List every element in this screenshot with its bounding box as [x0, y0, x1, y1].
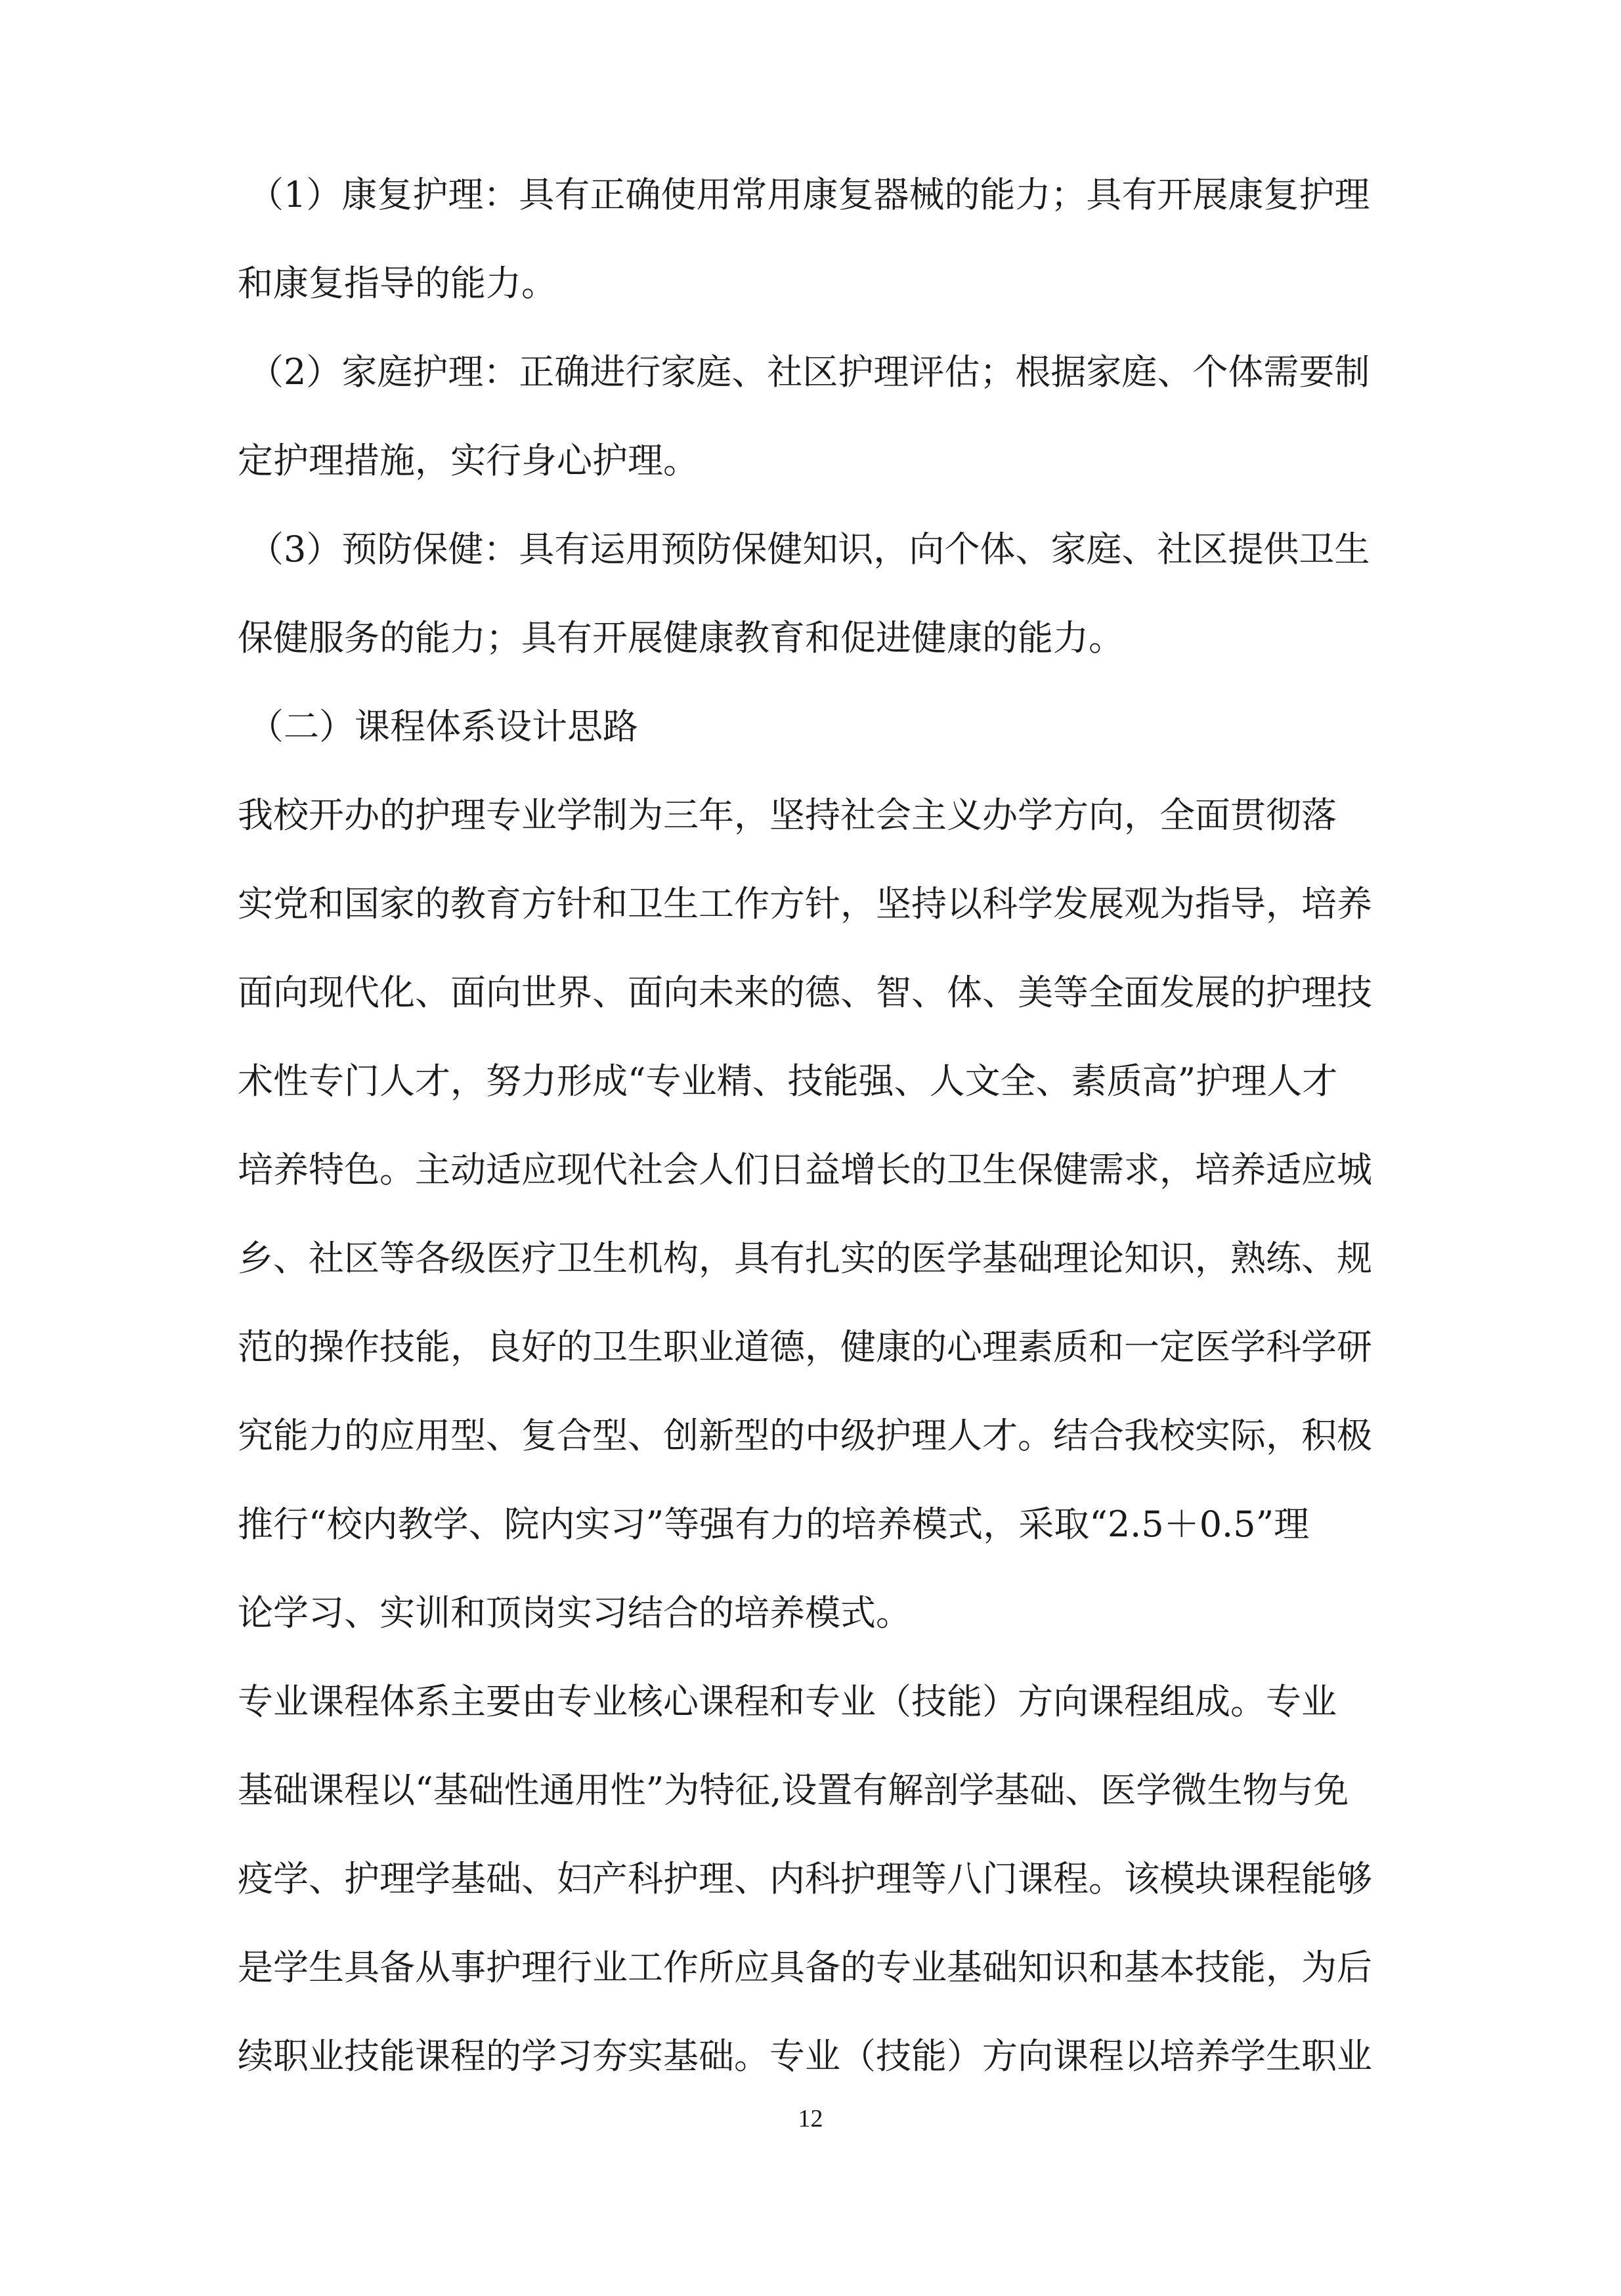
text-line-8: 我校开办的护理专业学制为三年，坚持社会主义办学方向，全面贯彻落: [238, 794, 1337, 836]
text-line-13: 乡、社区等各级医疗卫生机构，具有扎实的医学基础理论知识，熟练、规: [238, 1238, 1372, 1279]
text-line-3: （2）家庭护理：正确进行家庭、社区护理评估；根据家庭、个体需要制: [248, 351, 1370, 393]
text-line-5: （3）预防保健：具有运用预防保健知识，向个体、家庭、社区提供卫生: [248, 529, 1370, 570]
text-line-6: 保健服务的能力；具有开展健康教育和促进健康的能力。: [238, 617, 1124, 659]
text-line-4: 定护理措施，实行身心护理。: [238, 440, 699, 481]
text-line-9: 实党和国家的教育方针和卫生工作方针，坚持以科学发展观为指导，培养: [238, 883, 1372, 924]
text-line-14: 范的操作技能，良好的卫生职业道德，健康的心理素质和一定医学科学研: [238, 1326, 1372, 1368]
text-line-15: 究能力的应用型、复合型、创新型的中级护理人才。结合我校实际，积极: [238, 1415, 1372, 1456]
text-line-10: 面向现代化、面向世界、面向未来的德、智、体、美等全面发展的护理技: [238, 972, 1372, 1013]
text-line-20: 疫学、护理学基础、妇产科护理、内科护理等八门课程。该模块课程能够: [238, 1858, 1372, 1899]
text-line-22: 续职业技能课程的学习夯实基础。专业（技能）方向课程以培养学生职业: [238, 2035, 1372, 2077]
text-line-11: 术性专门人才，努力形成“专业精、技能强、人文全、素质高”护理人才: [238, 1060, 1338, 1102]
page-number: 12: [798, 2105, 823, 2133]
section-heading: （二）课程体系设计思路: [248, 706, 638, 747]
text-line-16: 推行“校内教学、院内实习”等强有力的培养模式，采取“2.5＋0.5”理: [238, 1504, 1310, 1545]
text-line-1: （1）康复护理：具有正确使用常用康复器械的能力；具有开展康复护理: [248, 174, 1370, 215]
text-line-17: 论学习、实训和顶岗实习结合的培养模式。: [238, 1592, 911, 1634]
text-line-18: 专业课程体系主要由专业核心课程和专业（技能）方向课程组成。专业: [238, 1681, 1337, 1722]
text-line-2: 和康复指导的能力。: [238, 263, 557, 304]
text-line-12: 培养特色。主动适应现代社会人们日益增长的卫生保健需求，培养适应城: [238, 1149, 1372, 1190]
text-line-21: 是学生具备从事护理行业工作所应具备的专业基础知识和基本技能，为后: [238, 1947, 1372, 1988]
text-line-19: 基础课程以“基础性通用性”为特征,设置有解剖学基础、医学微生物与免: [238, 1769, 1349, 1811]
